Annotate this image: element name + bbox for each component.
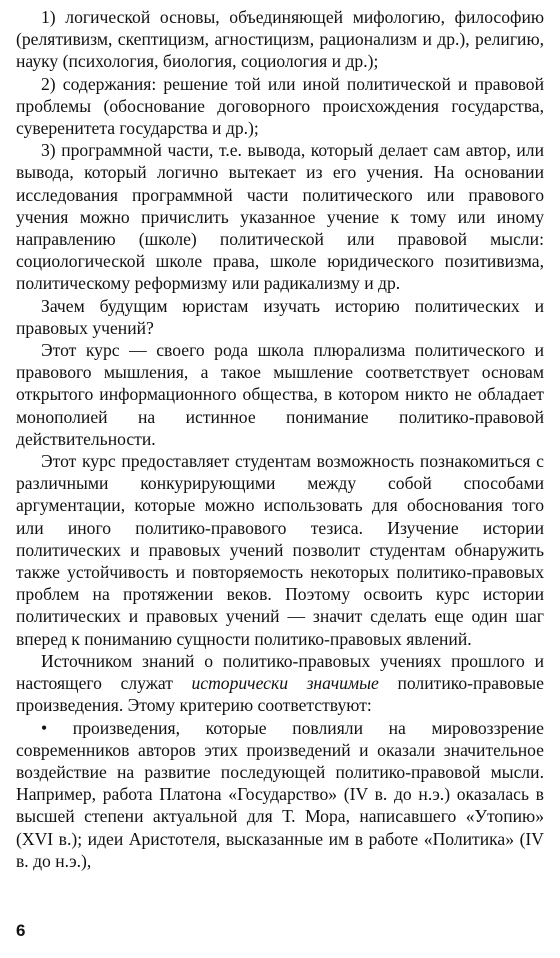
paragraph-content: 2) содержания: решение той или иной политической и правовой проблемы (обоснование договорного происхождения государства, суверенитета государства и др.); [16,73,544,139]
sources-text-after: политико-правовые произведения. Этому критерию соответствуют: [16,673,544,716]
paragraph-sources [16,650,544,717]
paragraph-pluralism: Этот курс — своего рода школа плюрализма политического и правового мышления, а такое мышление соответствует основам открытого информационного общества, в котором никто не обладает монополией на истинное понимание политико-правовой действительности. [16,340,544,449]
sources-emphasis: исторически значимые [191,673,379,694]
bullet-item: • произведения, которые повлияли на мировоззрение современников авторов этих произведений и оказали значительное воздействие на развитие последующей политико-правовой мысли. Например, работа Платона «Государство» (IV в. до н.э.) оказалась в высшей степени актуальной для Т. Мора, написавшего «Утопию» (XVI в.); идеи Аристотеля, высказанные им в работе «Политика» (IV в. до н.э.), [16,717,544,871]
page-number: 6 [16,921,26,940]
sources-text-before: Источником знаний о политико-правовых учениях прошлого и настоящего служат [16,650,544,694]
page-body [16,6,544,872]
paragraph-logical-basis: 1) логической основы, объединяющей мифологию, философию (релятивизм, скептицизм, агностицизм, рационализм и др.), религию, науку (психология, биология, социология и др.); [16,7,544,72]
paragraph-question: Зачем будущим юристам изучать историю политических и правовых учений? [16,295,544,338]
paragraph-argumentation: Этот курс предоставляет студентам возможность познакомиться с различными конкурирующими между собой способами аргументации, которые можно использовать для обоснования того или иного политико-правового тезиса. Изучение истории политических и правовых учений позволит студентам обнаружить также устойчивость и повторяемость некоторых политико-правовых проблем на протяжении веков. Поэтому освоить курс истории политических и правовых учений — значит сделать еще один шаг вперед к пониманию сущности политико-правовых явлений. [16,451,544,649]
paragraph-program-part: 3) программной части, т.е. вывода, который делает сам автор, или вывода, который логично вытекает из его учения. На основании исследования программной части политического или правового учения можно причислить указанное учение к тому или иному направлению (школе) политической или правовой мысли: социологической школе права, школе юридического позитивизма, политическому реформизму или радикализму и др. [16,140,544,294]
